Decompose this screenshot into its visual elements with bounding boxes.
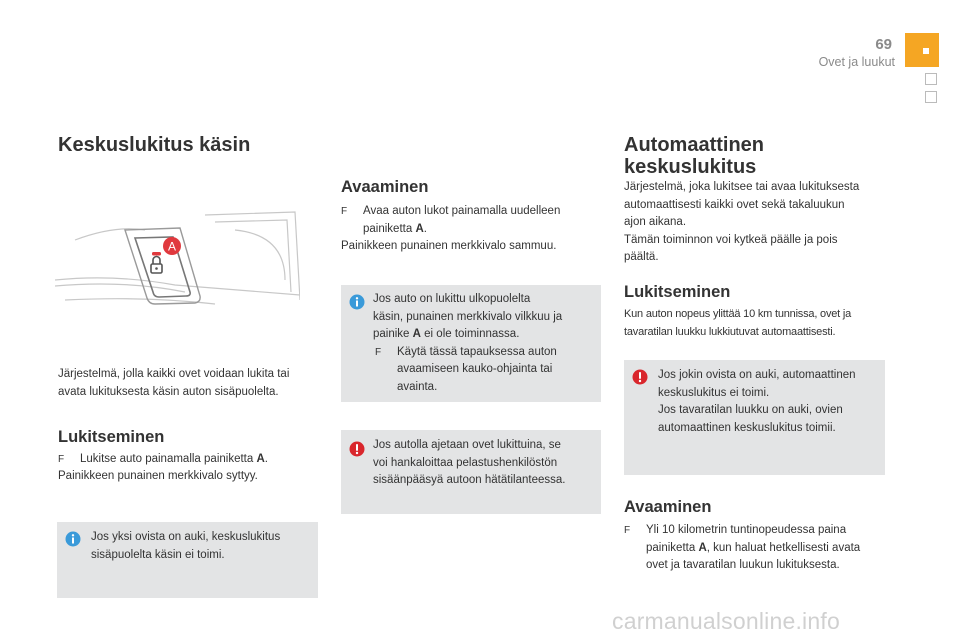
note-line: Käytä tässä tapauksessa auton (397, 345, 557, 358)
right-warning-note-text (658, 367, 856, 437)
note-line: ei ole toiminnassa. (420, 328, 520, 340)
right-intro-line: automaattisesti kaikki ovet sekä takaluukun (624, 198, 845, 211)
bullet-text: ovet ja tavaratilan luukun lukituksesta. (646, 559, 840, 571)
left-intro (58, 366, 289, 401)
info-icon (65, 531, 81, 547)
watermark[interactable]: carmanualsonline.info (612, 608, 840, 634)
note-line: automaattinen keskuslukitus toimii. (658, 421, 836, 434)
right-intro-line: ajon aikana. (624, 216, 687, 228)
middle-info-note (341, 285, 601, 402)
left-intro-line: avata lukituksesta käsin auton sisäpuolelta. (58, 385, 279, 398)
note-line: avainta. (397, 380, 438, 393)
right-title (624, 134, 764, 178)
bullet-text: painiketta (646, 541, 699, 554)
right-intro-line: Järjestelmä, joka lukitsee tai avaa lukituksesta (624, 181, 860, 193)
section-label: Ovet ja luukut (818, 55, 895, 69)
door-lock-button-illustration (55, 200, 300, 325)
note-line: Jos autolla ajetaan ovet lukittuina, se (373, 439, 561, 451)
bullet-text: painiketta (363, 222, 416, 235)
chapter-tab-dot (923, 48, 929, 54)
note-line: Jos jokin ovista on auki, automaattinen (658, 369, 856, 381)
note-bullet (373, 344, 597, 397)
left-info-note-text (91, 529, 280, 564)
note-line: Jos auto on lukittu ulkopuolelta (373, 293, 531, 305)
button-key-label: A (698, 541, 707, 554)
right-locking-line: Kun auton nopeus ylittää 10 km tunnissa, ovet ja (624, 308, 852, 320)
left-intro-line: Järjestelmä, jolla kaikki ovet voidaan lukita tai (58, 368, 290, 380)
middle-unlock-bullet (341, 203, 560, 238)
warning-icon (632, 369, 648, 385)
left-locking-bullet (58, 451, 268, 469)
middle-unlock-after: Painikkeen punainen merkkivalo sammuu. (341, 240, 557, 252)
right-locking-text (624, 306, 851, 341)
bullet-text: . (264, 453, 268, 465)
button-key-label: A (256, 453, 265, 465)
bullet-marker: F (624, 525, 631, 536)
left-locking-after: Painikkeen punainen merkkivalo syttyy. (58, 470, 258, 482)
bullet-text: , kun haluat hetkellisesti avata (706, 541, 861, 554)
right-locking-line: tavaratilan luukku lukkiutuvat automaattisesti. (624, 325, 836, 338)
note-line: painike (373, 328, 413, 340)
middle-info-note-text (373, 291, 597, 396)
warning-icon (349, 441, 365, 457)
bullet-text: Yli 10 kilometrin tuntinopeudessa paina (646, 524, 847, 536)
note-line: Jos yksi ovista on auki, keskuslukitus (91, 531, 281, 543)
bullet-text: Avaa auton lukot painamalla uudelleen (363, 205, 561, 217)
middle-warning-note-text (373, 437, 565, 490)
note-line: avaamiseen kauko-ohjainta tai (397, 363, 553, 375)
chapter-tab-empty-2 (925, 91, 937, 103)
note-line: Jos tavaratilan luukku on auki, ovien (658, 404, 843, 416)
left-info-note (57, 522, 318, 598)
middle-warning-note (341, 430, 601, 514)
note-line: voi hankaloittaa pelastushenkilöstön (373, 456, 558, 469)
right-title-line: Automaattinen (624, 134, 764, 156)
chapter-tab-empty-1 (925, 73, 937, 85)
right-intro-line: Tämän toiminnon voi kytkeä päälle ja pois (624, 233, 838, 246)
bullet-marker: F (375, 346, 382, 358)
right-locking-heading: Lukitseminen (624, 283, 731, 301)
button-key-label: A (415, 222, 424, 235)
bullet-text: . (423, 222, 427, 235)
bullet-text: Lukitse auto painamalla painiketta (80, 453, 257, 465)
red-indicator-light (152, 252, 161, 256)
note-line: käsin, punainen merkkivalo vilkkuu ja (373, 310, 563, 323)
right-unlock-heading: Avaaminen (624, 498, 712, 516)
right-warning-note (624, 360, 885, 475)
button-key-label: A (412, 328, 421, 340)
left-locking-heading: Lukitseminen (58, 428, 165, 446)
info-icon (349, 294, 365, 310)
middle-unlock-heading: Avaaminen (341, 178, 429, 196)
left-title: Keskuslukitus käsin (58, 134, 251, 156)
page-number: 69 (875, 36, 892, 53)
callout-a-label: A (167, 239, 177, 254)
note-line: sisäpuolelta käsin ei toimi. (91, 548, 225, 561)
right-intro-line: päältä. (624, 251, 659, 263)
right-unlock-bullet (624, 522, 860, 575)
note-line: sisäänpääsyä autoon hätätilanteessa. (373, 474, 566, 486)
bullet-marker: F (341, 206, 348, 217)
chapter-tab (905, 33, 939, 67)
right-intro (624, 179, 859, 267)
right-title-line: keskuslukitus (624, 156, 757, 178)
bullet-marker: F (58, 454, 65, 465)
note-line: keskuslukitus ei toimi. (658, 386, 770, 399)
